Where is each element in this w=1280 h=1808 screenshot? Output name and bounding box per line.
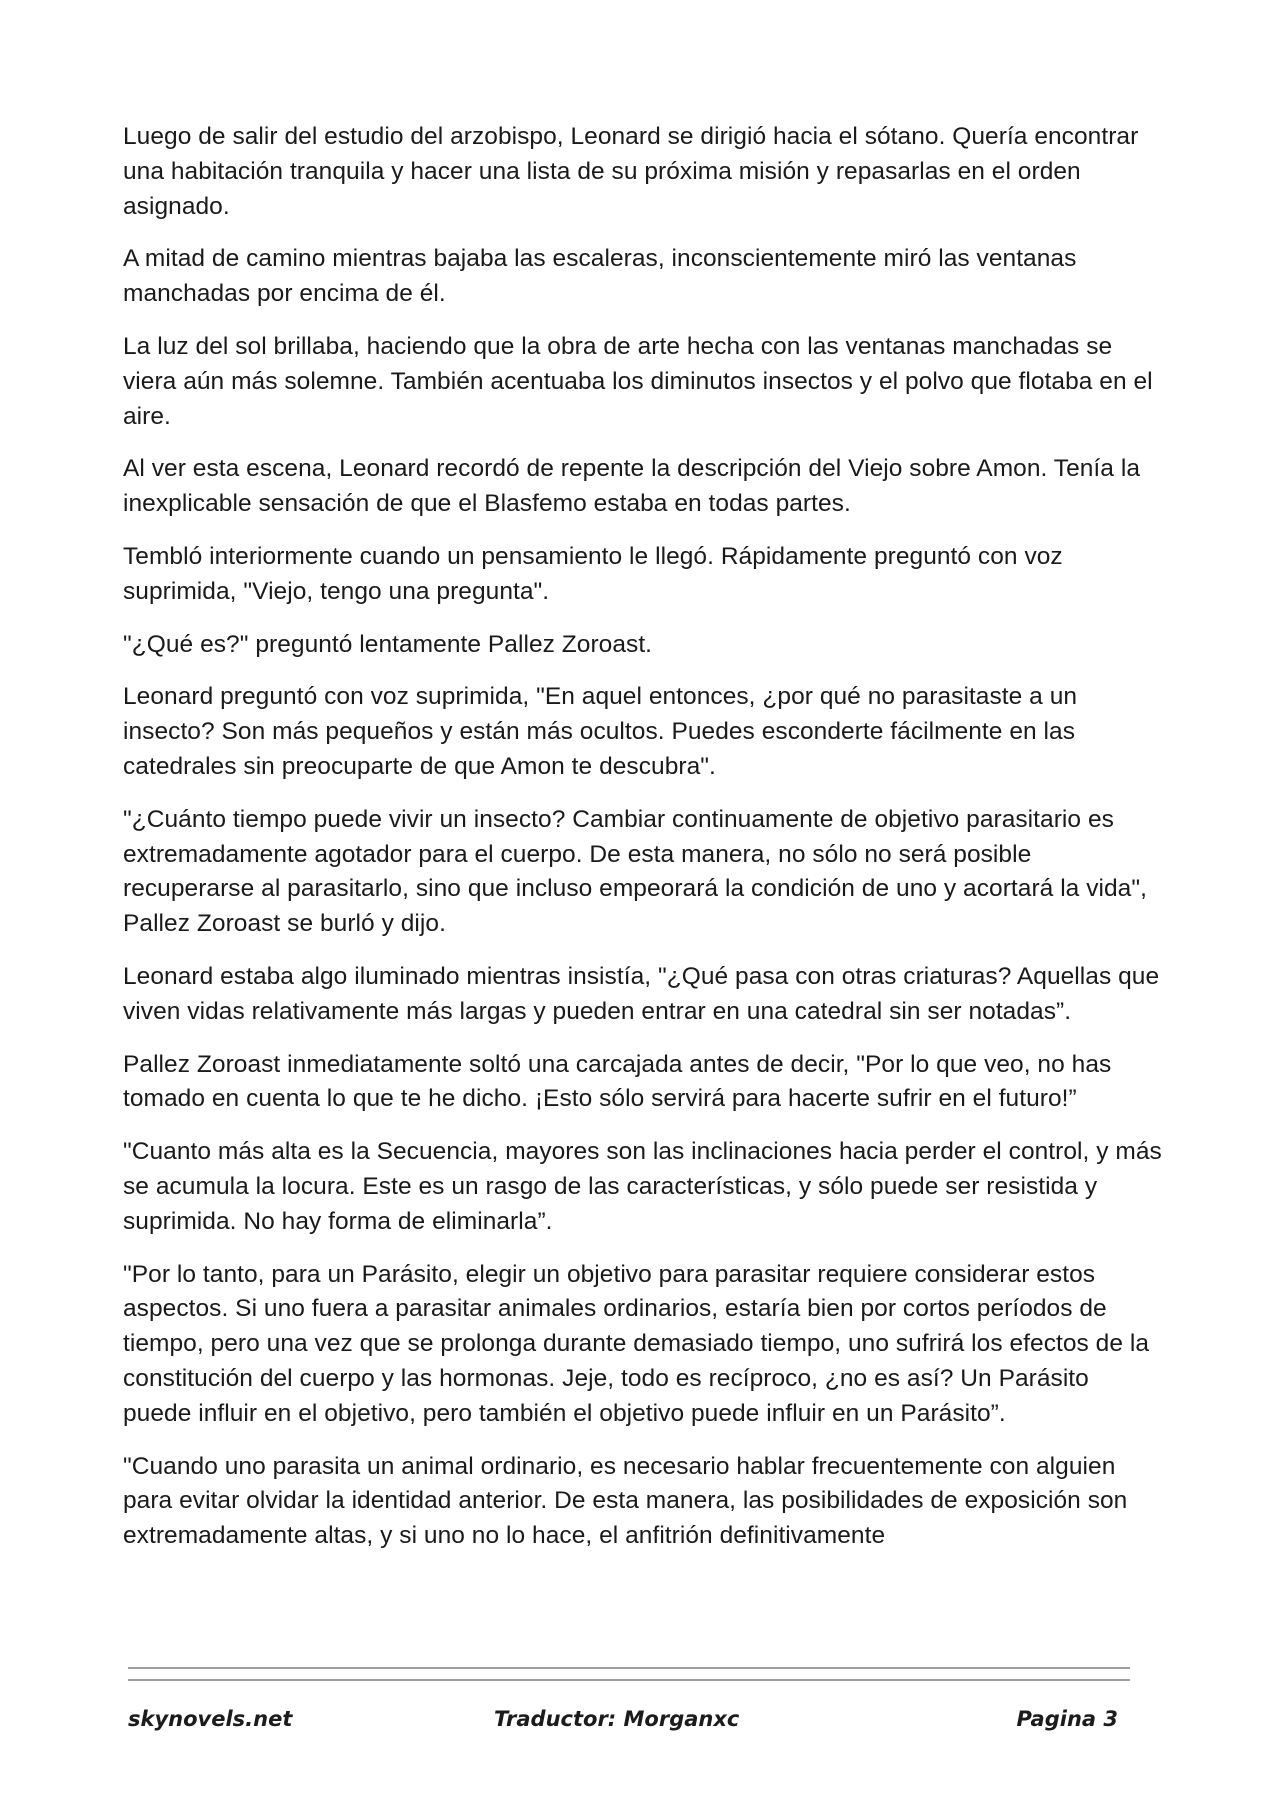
paragraph: Tembló interiormente cuando un pensamiento le llegó. Rápidamente preguntó con voz suprimida, "Viejo, tengo una pregunta". [123,542,1063,605]
footer-divider-top [128,1667,1130,1669]
paragraph: A mitad de camino mientras bajaba las escaleras, inconscientemente miró las ventanas manchadas por encima de él. [123,245,1077,308]
footer-page-number: Pagina 3 [1016,1707,1118,1731]
footer-translator: Traductor: Morganxc [494,1707,740,1731]
paragraph: "¿Qué es?" preguntó lentamente Pallez Zoroast. [123,630,653,658]
paragraph: "Por lo tanto, para un Parásito, elegir un objetivo para parasitar requiere considerar estos aspectos. Si uno fuera a parasitar animales ordinarios, estaría bien por cortos períodos de tiempo, pero una vez que se prolonga durante demasiado tiempo, uno sufrirá los efectos de la constitución del cuerpo y las hormonas. Jeje, todo es recíproco, ¿no es así? Un Parásito puede influir en el objetivo, pero también el objetivo puede influir en un Parásito”. [123,1260,1150,1427]
paragraph: Leonard preguntó con voz suprimida, "En aquel entonces, ¿por qué no parasitaste a un insecto? Son más pequeños y están más ocultos. Puedes esconderte fácilmente en las catedrales sin preocuparte de que Amon te descubra". [123,683,1078,780]
paragraph: Leonard estaba algo iluminado mientras insistía, "¿Qué pasa con otras criaturas? Aquellas que viven vidas relativamente más largas y pueden entrar en una catedral sin ser notadas”. [123,962,1160,1025]
paragraph: La luz del sol brillaba, haciendo que la obra de arte hecha con las ventanas manchadas se viera aún más solemne. También acentuaba los diminutos insectos y el polvo que flotaba en el aire. [123,332,1153,430]
body-text [123,120,1163,1572]
paragraph: Al ver esta escena, Leonard recordó de repente la descripción del Viejo sobre Amon. Tenía la inexplicable sensación de que el Blasfemo estaba en todas partes. [123,455,1140,518]
paragraph: "¿Cuánto tiempo puede vivir un insecto? Cambiar continuamente de objetivo parasitario es extremadamente agotador para el cuerpo. De esta manera, no sólo no será posible recuperarse al parasitarlo, sino que incluso empeorará la condición de uno y acortará la vida", Pallez Zoroast se burló y dijo. [123,805,1147,938]
page-footer [128,1707,1130,1743]
paragraph: Luego de salir del estudio del arzobispo, Leonard se dirigió hacia el sótano. Quería encontrar una habitación tranquila y hacer una lista de su próxima misión y repasarlas en el orden asignado. [123,123,1139,220]
paragraph: "Cuanto más alta es la Secuencia, mayores son las inclinaciones hacia perder el control, y más se acumula la locura. Este es un rasgo de las características, y sólo puede ser resistida y suprimida. No hay forma de eliminarla”. [123,1138,1162,1235]
paragraph: "Cuando uno parasita un animal ordinario, es necesario hablar frecuentemente con alguien para evitar olvidar la identidad anterior. De esta manera, las posibilidades de exposición son extremadamente altas, y si uno no lo hace, el anfitrión definitivamente [123,1452,1128,1550]
paragraph: Pallez Zoroast inmediatamente soltó una carcajada antes de decir, "Por lo que veo, no has tomado en cuenta lo que te he dicho. ¡Esto sólo servirá para hacerte sufrir en el futuro!” [123,1050,1112,1113]
footer-divider-bottom [128,1679,1130,1681]
footer-site: skynovels.net [128,1707,293,1731]
